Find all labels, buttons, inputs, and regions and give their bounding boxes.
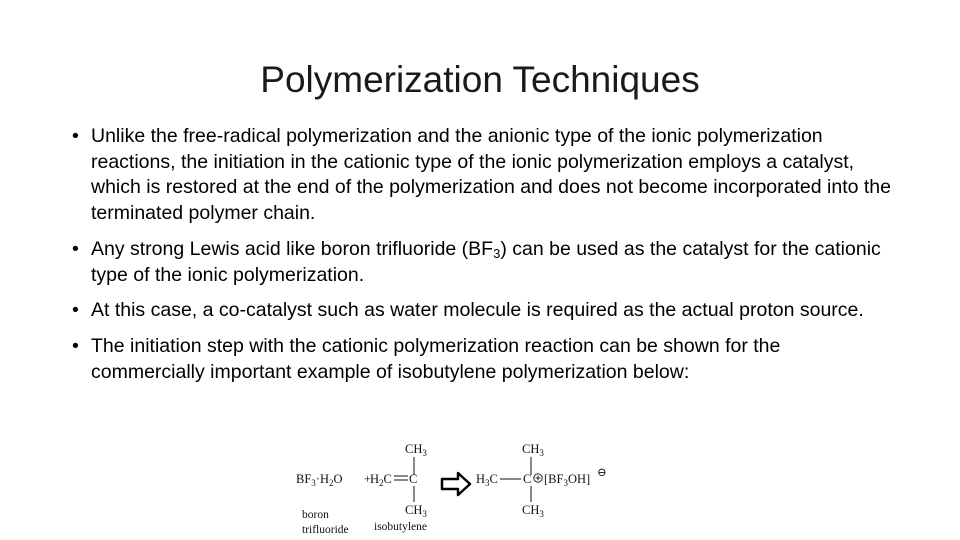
- counter-ion: $[BF_3OH]$: [544, 472, 591, 488]
- bullet-item-1: [72, 124, 892, 227]
- plus-sign: +: [364, 472, 372, 486]
- bullet-text-before: Any strong Lewis acid like boron trifluoride (BF: [91, 237, 494, 260]
- bullet-item-3: [72, 298, 892, 324]
- negative-charge: ⊖: [597, 467, 607, 479]
- bullet-item-4: [72, 334, 892, 385]
- label-isobutylene: isobutylene: [374, 521, 428, 533]
- product-h3c: $H_3C$: [476, 472, 498, 488]
- bullet-item-2: [72, 237, 892, 288]
- product-bottom-ch3: $CH_3$: [522, 503, 544, 519]
- product-top-ch3: $CH_3$: [522, 442, 544, 458]
- bullet-subscript: 3: [493, 245, 501, 261]
- bullet-text: Unlike the free-radical polymerization and the anionic type of the ionic polymerization reactions, the initiation in the cationic type of the ionic polymerization employs a catalyst, which is restored at the end of the polymerization and does not become incorporated into the terminated polymer chain.: [91, 125, 891, 225]
- reaction-arrow-icon: [442, 473, 470, 495]
- isobutylene-central-c: C: [409, 472, 418, 486]
- isobutylene-bottom-ch3: $CH_3$: [405, 503, 427, 519]
- label-trifluoride: trifluoride: [302, 524, 349, 536]
- bullet-list: [72, 124, 892, 395]
- isobutylene-top-ch3: $CH_3$: [405, 442, 427, 458]
- reaction-scheme: [292, 438, 622, 540]
- label-boron: boron: [302, 509, 329, 521]
- isobutylene-h2c: $H_2C$: [370, 472, 392, 488]
- bullet-text: The initiation step with the cationic polymerization reaction can be shown for the commercially important example of isobutylene polymerization below:: [91, 334, 781, 383]
- reactant-catalyst-formula: $BF_3\cdot H_2O$: [296, 472, 343, 488]
- bullet-text-after: ) can be used as the catalyst for the cationic type of the ionic polymerization.: [91, 237, 881, 286]
- bullet-text: At this case, a co-catalyst such as water molecule is required as the actual proton source.: [91, 299, 864, 322]
- slide-title: Polymerization Techniques: [260, 59, 700, 100]
- product-central-c: C: [523, 472, 532, 486]
